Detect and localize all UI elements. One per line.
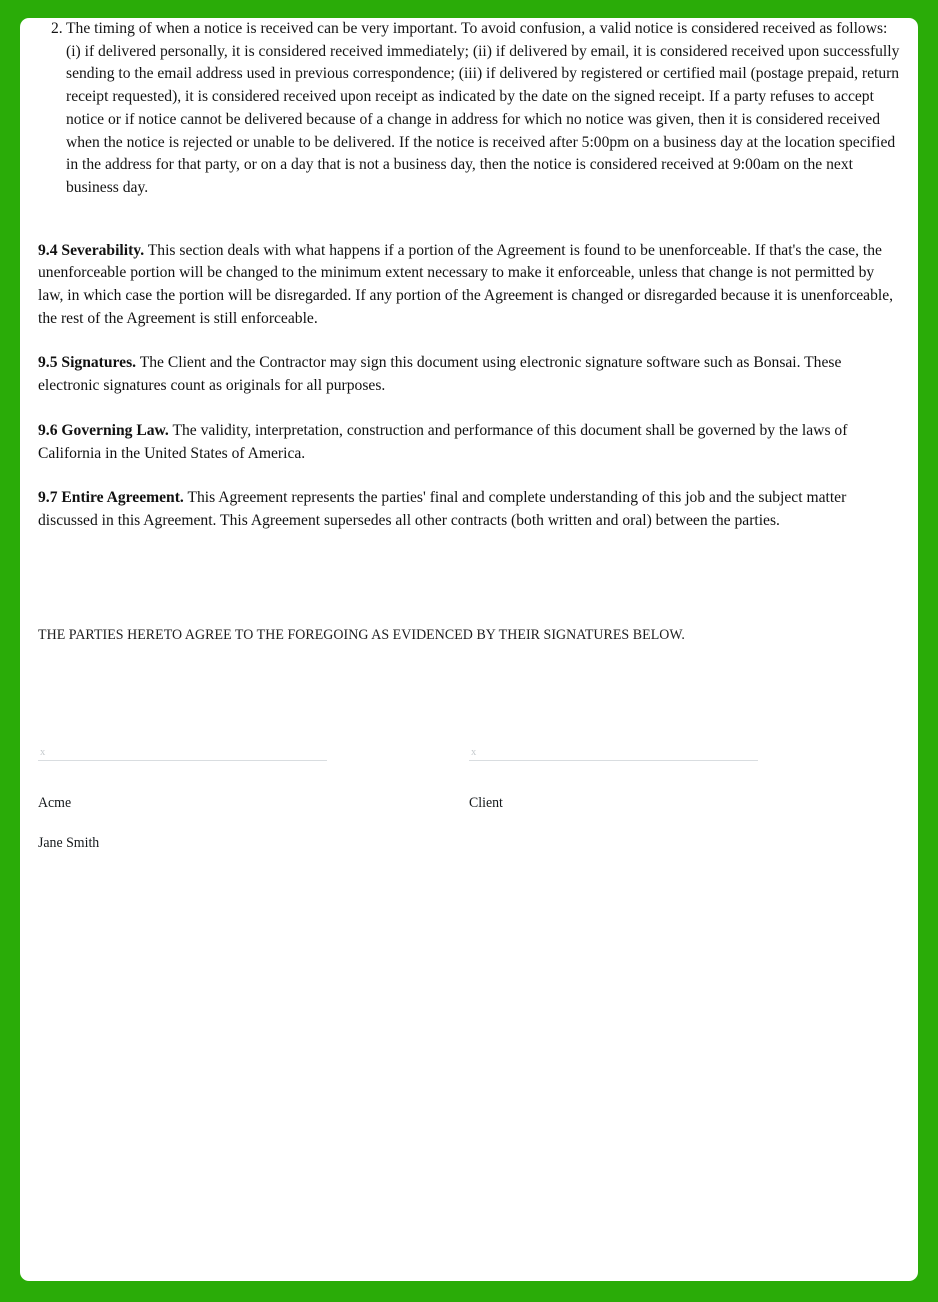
document-body bbox=[38, 18, 900, 852]
signature-party-name-client: Client bbox=[469, 794, 503, 811]
section-gap bbox=[38, 471, 900, 487]
section-governing-law bbox=[38, 420, 900, 465]
section-text-9-7: This Agreement represents the parties' final and complete understanding of this job and the subject matter discussed in this Agreement. This Agreement supersedes all other contracts (both written and oral) between the parties. bbox=[38, 489, 847, 529]
section-gap bbox=[38, 336, 900, 352]
section-signatures bbox=[38, 352, 900, 397]
section-gap bbox=[38, 404, 900, 420]
signature-party-name-contractor: Acme bbox=[38, 794, 72, 811]
section-severability bbox=[38, 240, 900, 331]
signature-signer-name-client bbox=[469, 835, 900, 850]
list-item bbox=[38, 18, 900, 200]
signature-x-marker: x bbox=[40, 747, 46, 759]
section-heading-9-6: 9.6 Governing Law. bbox=[38, 421, 169, 439]
section-heading-9-4: 9.4 Severability. bbox=[38, 241, 145, 259]
list-item-marker: 2. bbox=[51, 20, 63, 37]
signature-block-contractor bbox=[38, 740, 469, 852]
signature-x-marker: x bbox=[471, 747, 477, 759]
pre-signature-spacer bbox=[38, 539, 900, 627]
notice-clause-list bbox=[38, 18, 900, 200]
section-entire-agreement bbox=[38, 487, 900, 532]
signature-field-contractor[interactable] bbox=[38, 740, 327, 761]
signature-field-client[interactable] bbox=[469, 740, 758, 761]
signature-signer-name-contractor: Jane Smith bbox=[38, 834, 100, 851]
list-item-text: The timing of when a notice is received can be very important. To avoid confusion, a valid notice is considered received as follows: (i) if delivered personally, it is considered received immediately; (ii) if delivered by email, it is considered received upon successfully sending to the email address used in previous correspondence; (iii) if delivered by registered or certified mail (postage prepaid, return receipt requested), it is considered received upon receipt as indicated by the date on the signed receipt. If a party refuses to accept notice or if notice cannot be delivered because of a change in address for which no notice was given, then it is considered received when the notice is rejected or unable to be delivered. If the notice is received after 5:00pm on a business day at the location specified in the address for that party, or on a day that is not a business day, then the notice is considered received at 9:00am on the next business day. bbox=[66, 20, 900, 196]
signature-block-client bbox=[469, 740, 900, 852]
section-gap bbox=[38, 200, 900, 240]
section-text-9-4: This section deals with what happens if a portion of the Agreement is found to be unenforceable. If that's the case, the unenforceable portion will be changed to the minimum extent necessary to make it enforceable, unless that change is not permitted by law, in which case the portion will be disregarded. If any portion of the Agreement is changed or disregarded because it is unenforceable, the rest of the Agreement is still enforceable. bbox=[38, 241, 894, 327]
section-text-9-6: The validity, interpretation, construction and performance of this document shall be governed by the laws of California in the United States of America. bbox=[38, 421, 848, 462]
document-page-card bbox=[20, 18, 918, 1281]
signature-row bbox=[38, 740, 900, 852]
section-text-9-5: The Client and the Contractor may sign this document using electronic signature software such as Bonsai. These electronic signatures count as originals for all purposes. bbox=[38, 354, 842, 395]
section-heading-9-5: 9.5 Signatures. bbox=[38, 354, 137, 372]
section-heading-9-7: 9.7 Entire Agreement. bbox=[38, 489, 184, 507]
parties-agreement-statement: THE PARTIES HERETO AGREE TO THE FOREGOING AS EVIDENCED BY THEIR SIGNATURES BELOW. bbox=[38, 626, 685, 643]
